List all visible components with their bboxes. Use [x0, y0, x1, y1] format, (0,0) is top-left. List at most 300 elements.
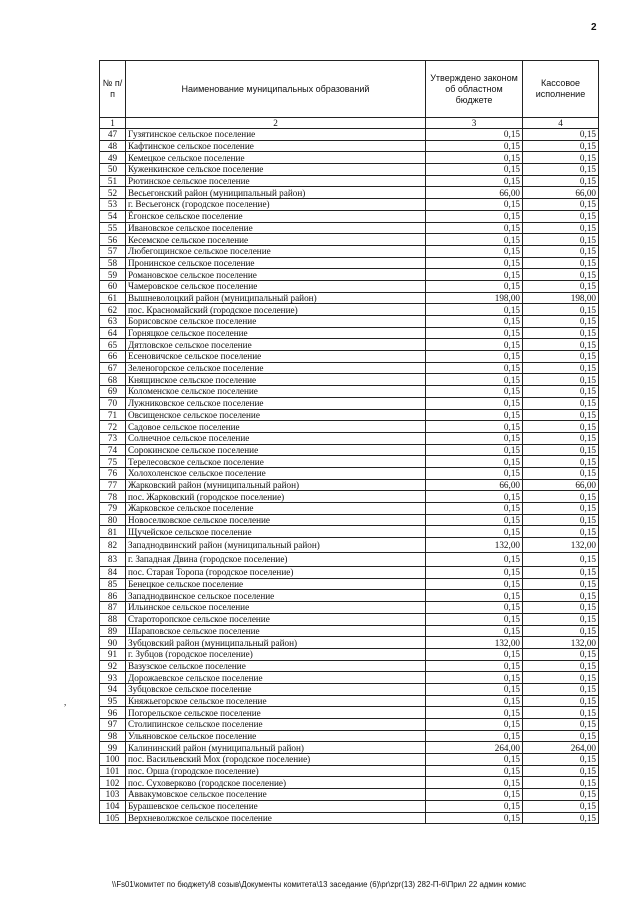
table-row [100, 648, 599, 660]
page-number: 2 [591, 22, 597, 33]
approved-amount: 0,15 [426, 397, 523, 409]
municipality-name: пос. Суховерково (городское поселение) [126, 777, 426, 789]
executed-amount: 0,15 [523, 491, 599, 503]
executed-amount: 0,15 [523, 432, 599, 444]
municipality-name: Весьегонский район (муниципальный район) [126, 187, 426, 199]
row-number: 82 [100, 538, 126, 553]
municipality-name: Калининский район (муниципальный район) [126, 742, 426, 754]
executed-amount: 0,15 [523, 800, 599, 812]
approved-amount: 0,15 [426, 765, 523, 777]
executed-amount: 0,15 [523, 613, 599, 625]
approved-amount: 0,15 [426, 269, 523, 281]
row-number: 76 [100, 467, 126, 479]
table-row [100, 552, 599, 567]
executed-amount: 0,15 [523, 129, 599, 141]
executed-amount: 0,15 [523, 199, 599, 211]
table-row [100, 503, 599, 515]
row-number: 56 [100, 234, 126, 246]
table-row [100, 789, 599, 801]
executed-amount: 198,00 [523, 292, 599, 304]
approved-amount: 0,15 [426, 672, 523, 684]
executed-amount: 0,15 [523, 444, 599, 456]
row-number: 55 [100, 222, 126, 234]
municipality-name: Дорожаевское сельское поселение [126, 672, 426, 684]
row-number: 51 [100, 175, 126, 187]
row-number: 72 [100, 421, 126, 433]
table-row [100, 777, 599, 789]
municipality-name: Есеновичское сельское поселение [126, 351, 426, 363]
municipality-name: Вышневолоцкий район (муниципальный район) [126, 292, 426, 304]
row-number: 101 [100, 765, 126, 777]
approved-amount: 0,15 [426, 800, 523, 812]
approved-amount: 0,15 [426, 386, 523, 398]
column-number: 3 [426, 118, 523, 129]
executed-amount: 0,15 [523, 456, 599, 468]
row-number: 91 [100, 648, 126, 660]
municipality-name: Западнодвинский район (муниципальный район) [126, 538, 426, 553]
table-row [100, 683, 599, 695]
table-row [100, 695, 599, 707]
municipality-name: Жарковское сельское поселение [126, 503, 426, 515]
table-row [100, 152, 599, 164]
municipality-name: Жарковский район (муниципальный район) [126, 479, 426, 491]
row-number: 65 [100, 339, 126, 351]
table-row [100, 578, 599, 590]
column-number-row [100, 118, 599, 129]
executed-amount: 0,15 [523, 695, 599, 707]
municipality-name: Шараповское сельское поселение [126, 625, 426, 637]
row-number: 48 [100, 140, 126, 152]
table-row [100, 660, 599, 672]
table-row [100, 351, 599, 363]
municipality-name: Бенецкое сельское поселение [126, 578, 426, 590]
header-number: № п/п [100, 61, 126, 118]
approved-amount: 0,15 [426, 777, 523, 789]
approved-amount: 0,15 [426, 602, 523, 614]
row-number: 93 [100, 672, 126, 684]
table-row [100, 479, 599, 491]
table-row [100, 765, 599, 777]
municipality-name: Вазузское сельское поселение [126, 660, 426, 672]
executed-amount: 0,15 [523, 812, 599, 824]
executed-amount: 0,15 [523, 730, 599, 742]
row-number: 59 [100, 269, 126, 281]
approved-amount: 0,15 [426, 199, 523, 211]
municipality-name: Солнечное сельское поселение [126, 432, 426, 444]
row-number: 103 [100, 789, 126, 801]
approved-amount: 0,15 [426, 754, 523, 766]
executed-amount: 0,15 [523, 602, 599, 614]
row-number: 90 [100, 637, 126, 649]
approved-amount: 0,15 [426, 456, 523, 468]
approved-amount: 0,15 [426, 339, 523, 351]
municipality-name: Дятловское сельское поселение [126, 339, 426, 351]
approved-amount: 0,15 [426, 304, 523, 316]
table-row [100, 280, 599, 292]
municipality-name: Аввакумовское сельское поселение [126, 789, 426, 801]
municipality-name: Зеленогорское сельское поселение [126, 362, 426, 374]
table-row [100, 742, 599, 754]
approved-amount: 0,15 [426, 175, 523, 187]
approved-amount: 0,15 [426, 503, 523, 515]
approved-amount: 0,15 [426, 812, 523, 824]
municipality-name: Садовое сельское поселение [126, 421, 426, 433]
table-row [100, 456, 599, 468]
municipality-name: Рютинское сельское поселение [126, 175, 426, 187]
row-number: 69 [100, 386, 126, 398]
header-name: Наименование муниципальных образований [126, 61, 426, 118]
row-number: 64 [100, 327, 126, 339]
municipality-name: пос. Орша (городское поселение) [126, 765, 426, 777]
executed-amount: 0,15 [523, 578, 599, 590]
row-number: 54 [100, 210, 126, 222]
municipality-name: Борисовское сельское поселение [126, 316, 426, 328]
executed-amount: 0,15 [523, 152, 599, 164]
table-row [100, 257, 599, 269]
executed-amount: 0,15 [523, 660, 599, 672]
approved-amount: 132,00 [426, 637, 523, 649]
executed-amount: 0,15 [523, 210, 599, 222]
municipality-name: Коломенское сельское поселение [126, 386, 426, 398]
approved-amount: 0,15 [426, 467, 523, 479]
table-row [100, 327, 599, 339]
executed-amount: 0,15 [523, 316, 599, 328]
executed-amount: 0,15 [523, 280, 599, 292]
executed-amount: 0,15 [523, 707, 599, 719]
executed-amount: 66,00 [523, 479, 599, 491]
municipality-name: Любегощинское сельское поселение [126, 245, 426, 257]
approved-amount: 0,15 [426, 567, 523, 579]
approved-amount: 132,00 [426, 538, 523, 553]
approved-amount: 66,00 [426, 187, 523, 199]
executed-amount: 0,15 [523, 327, 599, 339]
table-row [100, 175, 599, 187]
executed-amount: 0,15 [523, 789, 599, 801]
row-number: 77 [100, 479, 126, 491]
approved-amount: 0,15 [426, 625, 523, 637]
approved-amount: 0,15 [426, 374, 523, 386]
executed-amount: 0,15 [523, 339, 599, 351]
table-row [100, 444, 599, 456]
approved-amount: 0,15 [426, 683, 523, 695]
row-number: 66 [100, 351, 126, 363]
approved-amount: 0,15 [426, 514, 523, 526]
row-number: 87 [100, 602, 126, 614]
approved-amount: 0,15 [426, 257, 523, 269]
approved-amount: 0,15 [426, 491, 523, 503]
approved-amount: 0,15 [426, 327, 523, 339]
executed-amount: 0,15 [523, 409, 599, 421]
executed-amount: 0,15 [523, 467, 599, 479]
table-header-row [100, 61, 599, 118]
executed-amount: 132,00 [523, 538, 599, 553]
municipality-name: Верхневолжское сельское поселение [126, 812, 426, 824]
approved-amount: 0,15 [426, 234, 523, 246]
approved-amount: 0,15 [426, 613, 523, 625]
approved-amount: 264,00 [426, 742, 523, 754]
header-approved: Утверждено законом об областном бюджете [426, 61, 523, 118]
municipality-name: пос. Старая Торопа (городское поселение) [126, 567, 426, 579]
row-number: 83 [100, 552, 126, 567]
row-number: 80 [100, 514, 126, 526]
executed-amount: 0,15 [523, 140, 599, 152]
row-number: 71 [100, 409, 126, 421]
municipality-name: Горняцкое сельское поселение [126, 327, 426, 339]
executed-amount: 66,00 [523, 187, 599, 199]
approved-amount: 0,15 [426, 409, 523, 421]
executed-amount: 0,15 [523, 386, 599, 398]
municipality-name: Погорельское сельское поселение [126, 707, 426, 719]
table-row [100, 397, 599, 409]
row-number: 75 [100, 456, 126, 468]
approved-amount: 0,15 [426, 660, 523, 672]
row-number: 78 [100, 491, 126, 503]
table-row [100, 199, 599, 211]
municipality-name: Гузятинское сельское поселение [126, 129, 426, 141]
executed-amount: 0,15 [523, 351, 599, 363]
executed-amount: 0,15 [523, 175, 599, 187]
row-number: 67 [100, 362, 126, 374]
row-number: 97 [100, 719, 126, 731]
municipality-name: Зубцовский район (муниципальный район) [126, 637, 426, 649]
executed-amount: 0,15 [523, 777, 599, 789]
row-number: 104 [100, 800, 126, 812]
executed-amount: 0,15 [523, 362, 599, 374]
row-number: 94 [100, 683, 126, 695]
row-number: 74 [100, 444, 126, 456]
executed-amount: 0,15 [523, 514, 599, 526]
executed-amount: 0,15 [523, 245, 599, 257]
table-row [100, 800, 599, 812]
approved-amount: 0,15 [426, 351, 523, 363]
approved-amount: 0,15 [426, 316, 523, 328]
table-row [100, 210, 599, 222]
executed-amount: 0,15 [523, 164, 599, 176]
table-row [100, 567, 599, 579]
table-row [100, 602, 599, 614]
municipality-name: пос. Красномайский (городское поселение) [126, 304, 426, 316]
executed-amount: 132,00 [523, 637, 599, 649]
municipality-name: Западнодвинское сельское поселение [126, 590, 426, 602]
executed-amount: 0,15 [523, 683, 599, 695]
municipality-name: Столипинское сельское поселение [126, 719, 426, 731]
row-number: 79 [100, 503, 126, 515]
approved-amount: 198,00 [426, 292, 523, 304]
row-number: 84 [100, 567, 126, 579]
table-row [100, 707, 599, 719]
executed-amount: 0,15 [523, 567, 599, 579]
table-row [100, 754, 599, 766]
approved-amount: 0,15 [426, 421, 523, 433]
executed-amount: 0,15 [523, 648, 599, 660]
approved-amount: 0,15 [426, 526, 523, 538]
row-number: 49 [100, 152, 126, 164]
column-number: 2 [126, 118, 426, 129]
row-number: 98 [100, 730, 126, 742]
row-number: 68 [100, 374, 126, 386]
table-row [100, 362, 599, 374]
municipality-name: г. Зубцов (городское поселение) [126, 648, 426, 660]
table-row [100, 432, 599, 444]
executed-amount: 0,15 [523, 503, 599, 515]
municipality-name: Зубцовское сельское поселение [126, 683, 426, 695]
approved-amount: 0,15 [426, 129, 523, 141]
column-number: 1 [100, 118, 126, 129]
approved-amount: 0,15 [426, 695, 523, 707]
approved-amount: 0,15 [426, 222, 523, 234]
table-row [100, 386, 599, 398]
executed-amount: 264,00 [523, 742, 599, 754]
table-row [100, 187, 599, 199]
table-row [100, 409, 599, 421]
table-row [100, 590, 599, 602]
executed-amount: 0,15 [523, 754, 599, 766]
municipality-name: Пронинское сельское поселение [126, 257, 426, 269]
table-row [100, 374, 599, 386]
approved-amount: 0,15 [426, 552, 523, 567]
approved-amount: 0,15 [426, 730, 523, 742]
municipality-name: г. Западная Двина (городское поселение) [126, 552, 426, 567]
row-number: 58 [100, 257, 126, 269]
table-row [100, 637, 599, 649]
executed-amount: 0,15 [523, 672, 599, 684]
row-number: 99 [100, 742, 126, 754]
approved-amount: 0,15 [426, 164, 523, 176]
executed-amount: 0,15 [523, 719, 599, 731]
row-number: 70 [100, 397, 126, 409]
row-number: 95 [100, 695, 126, 707]
municipality-name: г. Весьегонск (городское поселение) [126, 199, 426, 211]
executed-amount: 0,15 [523, 304, 599, 316]
executed-amount: 0,15 [523, 374, 599, 386]
row-number: 100 [100, 754, 126, 766]
table-row [100, 730, 599, 742]
executed-amount: 0,15 [523, 421, 599, 433]
executed-amount: 0,15 [523, 257, 599, 269]
row-number: 53 [100, 199, 126, 211]
table-row [100, 234, 599, 246]
table-row [100, 339, 599, 351]
row-number: 63 [100, 316, 126, 328]
row-number: 85 [100, 578, 126, 590]
table-row [100, 613, 599, 625]
municipality-name: Холохоленское сельское поселение [126, 467, 426, 479]
municipality-name: Бурашевское сельское поселение [126, 800, 426, 812]
table-row [100, 625, 599, 637]
municipality-name: Княжьегорское сельское поселение [126, 695, 426, 707]
municipality-name: Овсищенское сельское поселение [126, 409, 426, 421]
approved-amount: 66,00 [426, 479, 523, 491]
approved-amount: 0,15 [426, 210, 523, 222]
row-number: 105 [100, 812, 126, 824]
approved-amount: 0,15 [426, 245, 523, 257]
table-row [100, 421, 599, 433]
table-row [100, 269, 599, 281]
approved-amount: 0,15 [426, 707, 523, 719]
table-row [100, 140, 599, 152]
approved-amount: 0,15 [426, 578, 523, 590]
header-executed: Кассовое исполнение [523, 61, 599, 118]
row-number: 50 [100, 164, 126, 176]
table-row [100, 672, 599, 684]
executed-amount: 0,15 [523, 222, 599, 234]
table-row [100, 304, 599, 316]
row-number: 61 [100, 292, 126, 304]
executed-amount: 0,15 [523, 269, 599, 281]
row-number: 81 [100, 526, 126, 538]
row-number: 73 [100, 432, 126, 444]
municipality-name: Куженкинское сельское поселение [126, 164, 426, 176]
executed-amount: 0,15 [523, 552, 599, 567]
file-path-footer: \\Fs01\комитет по бюджету\8 созыв\Документы комитета\13 заседание (6)\pr\zpr(13) 282-П-6\Прил 22 админ комис [112, 880, 526, 889]
approved-amount: 0,15 [426, 719, 523, 731]
table-row [100, 467, 599, 479]
row-number: 92 [100, 660, 126, 672]
approved-amount: 0,15 [426, 444, 523, 456]
table-row [100, 491, 599, 503]
approved-amount: 0,15 [426, 789, 523, 801]
table-row [100, 129, 599, 141]
row-number: 102 [100, 777, 126, 789]
approved-amount: 0,15 [426, 152, 523, 164]
municipality-name: Ульяновское сельское поселение [126, 730, 426, 742]
municipality-name: Романовское сельское поселение [126, 269, 426, 281]
row-number: 57 [100, 245, 126, 257]
executed-amount: 0,15 [523, 397, 599, 409]
executed-amount: 0,15 [523, 526, 599, 538]
row-number: 47 [100, 129, 126, 141]
approved-amount: 0,15 [426, 362, 523, 374]
approved-amount: 0,15 [426, 432, 523, 444]
executed-amount: 0,15 [523, 234, 599, 246]
table-row [100, 514, 599, 526]
table-row [100, 245, 599, 257]
table-row [100, 164, 599, 176]
municipality-name: Щучейское сельское поселение [126, 526, 426, 538]
municipality-name: Ёгонское сельское поселение [126, 210, 426, 222]
municipality-name: пос. Жарковский (городское поселение) [126, 491, 426, 503]
municipality-name: Княщинское сельское поселение [126, 374, 426, 386]
budget-table [99, 60, 599, 824]
approved-amount: 0,15 [426, 140, 523, 152]
table-row [100, 316, 599, 328]
approved-amount: 0,15 [426, 590, 523, 602]
column-number: 4 [523, 118, 599, 129]
row-number: 52 [100, 187, 126, 199]
row-number: 62 [100, 304, 126, 316]
row-number: 89 [100, 625, 126, 637]
municipality-name: Ивановское сельское поселение [126, 222, 426, 234]
margin-mark: , [64, 697, 67, 707]
municipality-name: Кемецкое сельское поселение [126, 152, 426, 164]
approved-amount: 0,15 [426, 648, 523, 660]
municipality-name: Терелесовское сельское поселение [126, 456, 426, 468]
executed-amount: 0,15 [523, 590, 599, 602]
table-row [100, 812, 599, 824]
row-number: 96 [100, 707, 126, 719]
table-row [100, 538, 599, 553]
table-row [100, 526, 599, 538]
municipality-name: Кесемское сельское поселение [126, 234, 426, 246]
municipality-name: Кафтинское сельское поселение [126, 140, 426, 152]
table-row [100, 292, 599, 304]
municipality-name: Лужниковское сельское поселение [126, 397, 426, 409]
municipality-name: пос. Васильевский Мох (городское поселение) [126, 754, 426, 766]
row-number: 60 [100, 280, 126, 292]
row-number: 88 [100, 613, 126, 625]
municipality-name: Чамеровское сельское поселение [126, 280, 426, 292]
row-number: 86 [100, 590, 126, 602]
